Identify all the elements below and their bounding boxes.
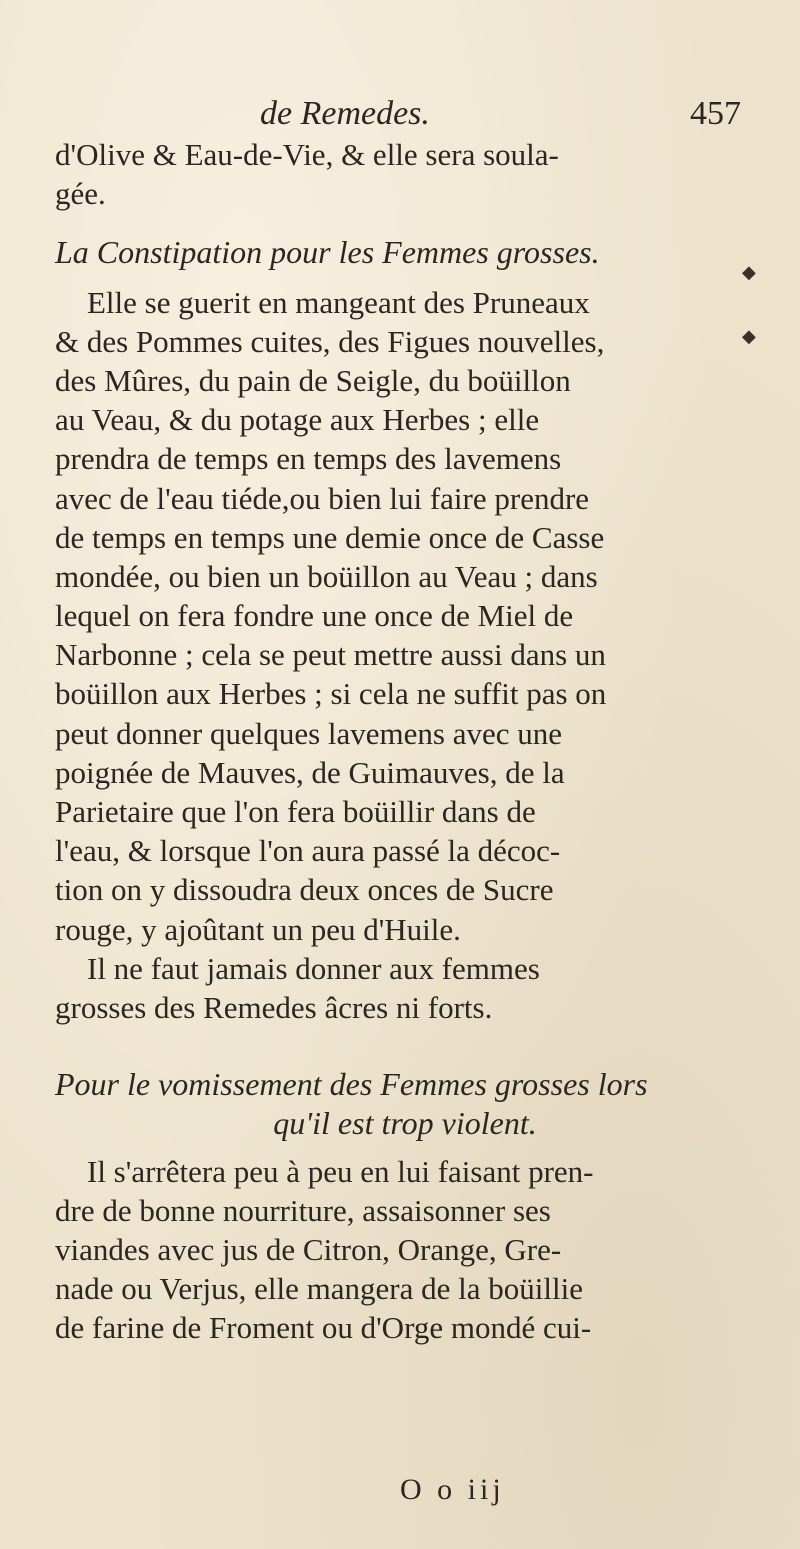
text-line: & des Pommes cuites, des Figues nouvelles, — [55, 323, 605, 359]
text-line: gée. — [55, 176, 106, 212]
text-line: de farine de Froment ou d'Orge mondé cui- — [55, 1310, 592, 1346]
signature-mark: O o iij — [400, 1473, 505, 1506]
text-line: grosses des Remedes âcres ni forts. — [55, 989, 493, 1025]
text-line: Parietaire que l'on fera boüillir dans de — [55, 794, 536, 830]
text-line: mondée, ou bien un boüillon au Veau ; dans — [55, 558, 598, 594]
page-number: 457 — [690, 95, 741, 132]
text-line: des Mûres, du pain de Seigle, du boüillon — [55, 362, 571, 398]
page-text — [55, 135, 755, 1347]
text-line: viandes avec jus de Citron, Orange, Gre- — [55, 1231, 562, 1267]
text-line: avec de l'eau tiéde,ou bien lui faire prendre — [55, 480, 590, 516]
text-line: lequel on fera fondre une once de Miel de — [55, 598, 574, 634]
margin-mark-icon: ◆ — [742, 326, 756, 347]
text-line: poignée de Mauves, de Guimauves, de la — [55, 754, 565, 790]
text-line: de temps en temps une demie once de Casse — [55, 519, 605, 555]
text-line: boüillon aux Herbes ; si cela ne suffit pas on — [55, 676, 607, 712]
section-heading: La Constipation pour les Femmes grosses. — [55, 234, 600, 271]
section-heading-continued: qu'il est trop violent. — [273, 1105, 537, 1142]
text-line: rouge, y ajoûtant un peu d'Huile. — [55, 911, 461, 947]
text-line: tion on y dissoudra deux onces de Sucre — [55, 872, 554, 908]
margin-mark-icon: ◆ — [742, 262, 756, 283]
text-line: Elle se guerit en mangeant des Pruneaux — [87, 284, 590, 320]
text-line: nade ou Verjus, elle mangera de la boüillie — [55, 1271, 583, 1307]
text-line: l'eau, & lorsque l'on aura passé la décoc- — [55, 833, 561, 869]
text-line: Il s'arrêtera peu à peu en lui faisant pren- — [87, 1153, 594, 1189]
text-line: Narbonne ; cela se peut mettre aussi dans un — [55, 637, 606, 673]
text-line: prendra de temps en temps des lavemens — [55, 441, 562, 477]
text-line: peut donner quelques lavemens avec une — [55, 715, 563, 751]
text-line: d'Olive & Eau-de-Vie, & elle sera soula- — [55, 137, 559, 172]
text-line: dre de bonne nourriture, assaisonner ses — [55, 1192, 551, 1228]
section-heading: Pour le vomissement des Femmes grosses lors — [55, 1066, 648, 1103]
text-line: Il ne faut jamais donner aux femmes — [87, 950, 540, 986]
text-line: au Veau, & du potage aux Herbes ; elle — [55, 402, 540, 438]
running-title: de Remedes. — [260, 95, 430, 132]
